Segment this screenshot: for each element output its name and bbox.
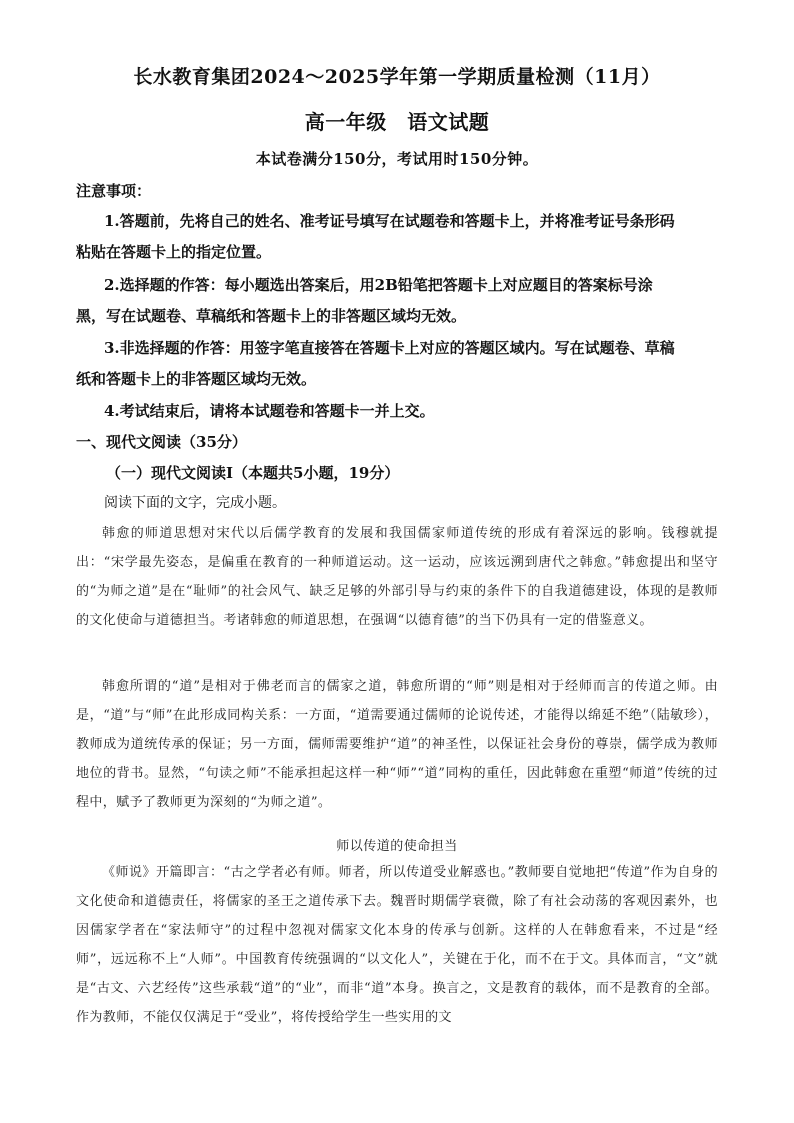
exam-subtitle: 高一年级 语文试题 [304, 110, 490, 134]
passage-paragraph-2: 韩愈所谓的“道”是相对于佛老而言的儒家之道，韩愈所谓的“师”则是相对于经师而言的传道之师。由是，“道”与“师”在此形成同构关系：一方面，“道需要通过儒师的论说传述，才能得以绵延不绝”（陆敏珍），教师成为道统传承的保证；另一方面，儒师需要维护“道”的神圣性，以保证社会身份的尊崇，儒学成为教师地位的背书。显然，“句读之师”不能承担起这样一种“师”“道”同构的重任，因此韩愈在重塑“师道”传统的过程中，赋予了教师更为深刻的“为师之道”。 [76, 679, 718, 810]
notice-item-1-line-1: 1.答题前，先将自己的姓名、准考证号填写在试题卷和答题卡上，并将准考证号条形码 [104, 212, 675, 230]
notice-item-1-line-2: 粘贴在答题卡上的指定位置。 [76, 243, 272, 261]
exam-title: 长水教育集团2024～2025学年第一学期质量检测（11月） [133, 66, 661, 88]
section-heading: 一、现代文阅读（35分） [76, 433, 247, 451]
notice-item-4: 4.考试结束后，请将本试题卷和答题卡一并上交。 [104, 402, 435, 420]
notice-item-2-line-2: 黑，写在试题卷、草稿纸和答题卡上的非答题区域均无效。 [76, 307, 467, 325]
subsection-heading: （一）现代文阅读Ⅰ（本题共5小题，19分） [106, 464, 400, 482]
notice-item-3-line-2: 纸和答题卡上的非答题区域均无效。 [76, 370, 317, 388]
passage-paragraph-3: 《师说》开篇即言：“古之学者必有师。师者，所以传道受业解惑也。”教师要自觉地把“传道”作为自身的文化使命和道德责任，将儒家的圣王之道传承下去。魏晋时期儒学衰微，除了有社会动荡的客观因素外，也因儒家学者在“家法师守”的过程中忽视对儒家文化本身的传承与创新。这样的人在韩愈看来，不过是“经师”，远远称不上“人师”。中国教育传统强调的“以文化人”，关键在于化，而不在于文。具体而言，“文”就是“古文、六艺经传”这些承载“道”的“业”，而非“道”本身。换言之，文是教育的载体，而不是教育的全部。作为教师，不能仅仅满足于“受业”，将传授给学生一些实用的文 [76, 865, 718, 1025]
passage-subheading: 师以传道的使命担当 [336, 839, 458, 854]
score-info: 本试卷满分150分，考试用时150分钟。 [255, 150, 539, 168]
passage-paragraph-1: 韩愈的师道思想对宋代以后儒学教育的发展和我国儒家师道传统的形成有着深远的影响。钱穆就提出：“宋学最先姿态，是偏重在教育的一种师道运动。这一运动，应该远溯到唐代之韩愈。”韩愈提出和坚守的“为师之道”是在“耻师”的社会风气、缺乏足够的外部引导与约束的条件下的自我道德建设，体现的是教师的文化使命与道德担当。考诸韩愈的师道思想，在强调“以德育德”的当下仍具有一定的借鉴意义。 [76, 526, 718, 628]
reading-instruction: 阅读下面的文字，完成小题。 [104, 495, 286, 511]
notice-heading: 注意事项： [76, 182, 152, 200]
notice-item-3-line-1: 3.非选择题的作答：用签字笔直接答在答题卡上对应的答题区域内。写在试题卷、草稿 [104, 339, 675, 357]
notice-item-2-line-1: 2.选择题的作答：每小题选出答案后，用2B铅笔把答题卡上对应题目的答案标号涂 [104, 276, 653, 294]
